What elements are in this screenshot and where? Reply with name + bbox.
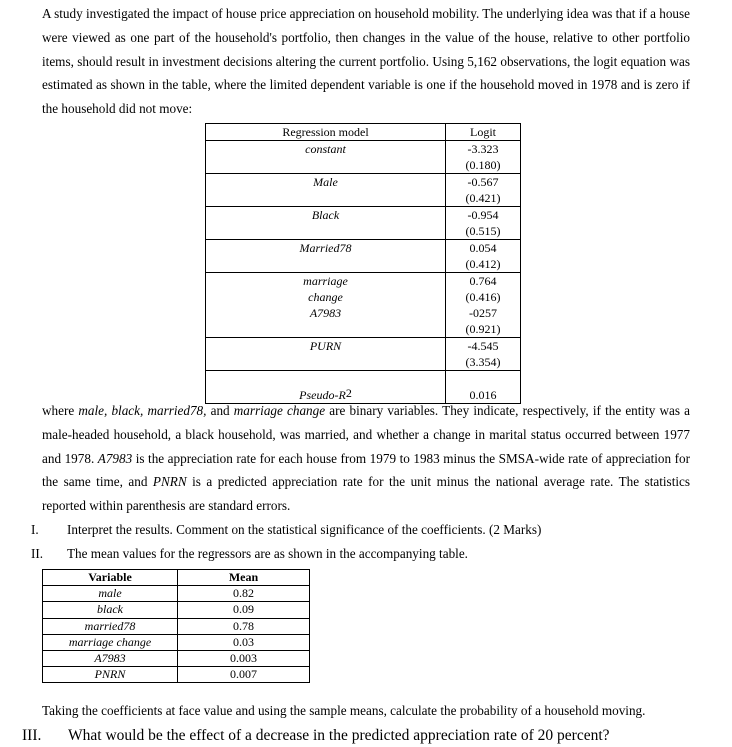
row-label-constant: constant: [206, 141, 446, 174]
std-error: (0.515): [465, 224, 501, 238]
std-error: (3.354): [465, 355, 501, 369]
mean-value: 0.78: [178, 618, 310, 634]
intro-paragraph: A study investigated the impact of house price appreciation on household mobility. The underlying idea was that if a house were viewed as one part of the household's portfolio, then changes in the value of the house, relative to other portfolio items, should result in investment decisions altering the current portfolio. Using 5,162 observations, the logit equation was estimated as shown in the table, where the limited dependent variable is one if the household moved in 1978 and is zero if the household did not move:: [42, 6, 690, 117]
header-variable: Variable: [43, 570, 178, 586]
coef-cell: [446, 207, 521, 240]
question-2-number: II.: [31, 546, 44, 561]
question-2-text: The mean values for the regressors are as shown in the accompanying table.: [67, 546, 468, 561]
question-1: [31, 521, 691, 539]
mean-values-table: [42, 569, 310, 683]
table-row: [206, 338, 521, 371]
header-mean: Mean: [178, 570, 310, 586]
table-row: [43, 602, 310, 618]
variable-name: male: [43, 586, 178, 602]
table-row: [43, 618, 310, 634]
variable-name: married78: [43, 618, 178, 634]
header-regression-model: Regression model: [206, 124, 446, 141]
variable-name: marriage change: [43, 634, 178, 650]
coef-value: 0.764: [469, 274, 497, 288]
label-marriage: marriage: [303, 274, 348, 288]
coef-value: -0257: [469, 306, 497, 320]
variable-name: PNRN: [43, 667, 178, 683]
coef-value: -4.545: [467, 339, 499, 353]
pseudo-r-superscript: 2: [345, 386, 352, 400]
question-3-number: III.: [22, 727, 42, 744]
where-text: are binary variables. They indicate, respectively, if the entity was a male-headed household, a black household, was married, and whether a change in marital status occurred between 1977 and 1978.: [42, 403, 691, 466]
coef-value: -3.323: [467, 142, 499, 156]
std-error: (0.412): [465, 257, 501, 271]
where-text: where: [42, 403, 79, 418]
var-a7983: A7983: [97, 450, 133, 466]
mean-value: 0.003: [178, 651, 310, 667]
mean-value: 0.82: [178, 586, 310, 602]
mean-value: 0.007: [178, 667, 310, 683]
coef-cell: [446, 141, 521, 174]
coef-cell: [446, 338, 521, 371]
variable-name: A7983: [43, 651, 178, 667]
coef-cell: [446, 240, 521, 273]
var-marriage-change: marriage change: [233, 403, 326, 418]
variables-description-paragraph: [42, 399, 690, 518]
probability-instruction: Taking the coefficients at face value and using the sample means, calculate the probability of a household moving.: [42, 703, 646, 718]
coef-cell: [446, 174, 521, 207]
table-row: [43, 586, 310, 602]
std-error: (0.921): [465, 322, 501, 336]
variable-name: black: [43, 602, 178, 618]
table-row: [206, 273, 521, 338]
row-label-married78: Married78: [206, 240, 446, 273]
where-text: is the appreciation rate for each house from 1979 to 1983 minus the SMSA-wide rate of appreciation for the same time, and: [42, 450, 690, 490]
header-logit: Logit: [446, 124, 521, 141]
table-row: [43, 667, 310, 683]
row-label-purn: PURN: [206, 338, 446, 371]
var-pnrn: PNRN: [152, 474, 187, 490]
question-3: [22, 726, 702, 746]
question-1-number: I.: [31, 522, 39, 537]
var-male-black-married78: male, black, married78,: [78, 403, 207, 418]
coef-value: -0.567: [467, 175, 499, 189]
std-error: (0.180): [465, 158, 501, 172]
coef-value: -0.954: [467, 208, 499, 222]
coef-value: 0.054: [469, 241, 497, 255]
question-2: [31, 545, 691, 563]
where-text: is a predicted appreciation rate for the unit minus the national average rate. The statistics reported within parenthesis are standard errors.: [42, 474, 691, 514]
std-error: (0.421): [465, 191, 501, 205]
mean-value: 0.03: [178, 634, 310, 650]
table-row: [43, 651, 310, 667]
row-label-male: Male: [206, 174, 446, 207]
std-error: (0.416): [465, 290, 501, 304]
table-row: [206, 174, 521, 207]
label-change: change: [308, 290, 343, 304]
pseudo-r-label: Pseudo-R: [299, 388, 346, 402]
regression-header-row: [206, 124, 521, 141]
mean-value: 0.09: [178, 602, 310, 618]
table-row: [43, 634, 310, 650]
regression-table: [205, 123, 521, 404]
coef-cell: [446, 273, 521, 338]
table-row: [206, 207, 521, 240]
table-row: [206, 141, 521, 174]
row-label-marriage-change-a7983: [206, 273, 446, 338]
question-1-text: Interpret the results. Comment on the statistical significance of the coefficients. (2 Marks): [67, 522, 542, 537]
table-row: [206, 240, 521, 273]
row-label-black: Black: [206, 207, 446, 240]
question-3-text: What would be the effect of a decrease in the predicted appreciation rate of 20 percent?: [68, 727, 610, 744]
mean-header-row: [43, 570, 310, 586]
where-text: and: [206, 403, 234, 418]
pseudo-r2-value: 0.016: [469, 388, 497, 402]
label-a7983: A7983: [309, 306, 342, 320]
